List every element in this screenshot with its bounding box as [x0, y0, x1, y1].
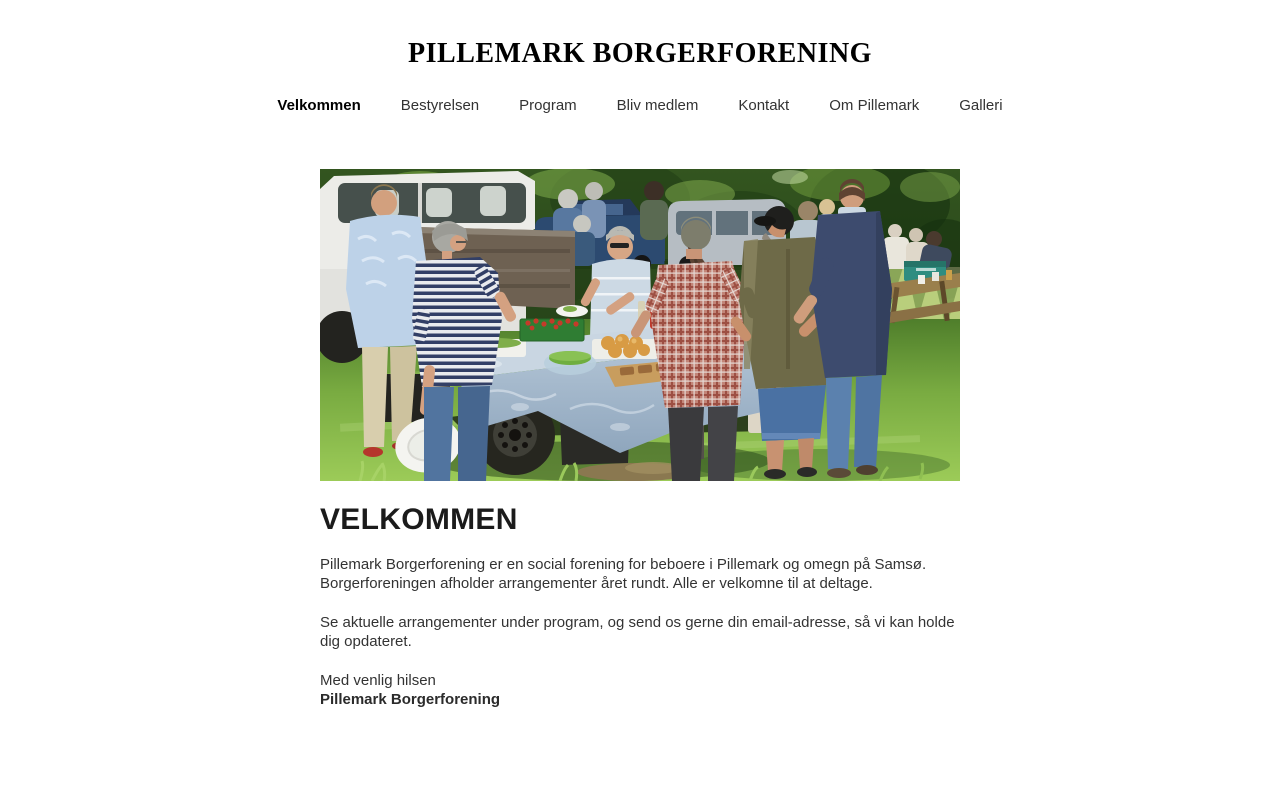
page-heading: VELKOMMEN	[320, 503, 518, 536]
nav-item-program[interactable]: Program	[519, 97, 577, 114]
signoff-text: Med venlig hilsen	[320, 672, 436, 689]
signoff-paragraph	[320, 671, 960, 709]
site-title: PILLEMARK BORGERFORENING	[408, 38, 872, 69]
nav-item-velkommen[interactable]: Velkommen	[277, 97, 361, 114]
nav-item-galleri[interactable]: Galleri	[959, 97, 1003, 114]
signature-text: Pillemark Borgerforening	[320, 691, 501, 708]
hero-photo-illustration	[320, 169, 960, 481]
hero-photo	[320, 169, 960, 481]
nav-item-bestyrelsen[interactable]: Bestyrelsen	[400, 97, 480, 114]
program-paragraph: Se aktuelle arrangementer under program, og send os gerne din email-adresse, så vi kan holde dig opdateret.	[320, 614, 955, 650]
nav-item-kontakt[interactable]: Kontakt	[738, 97, 790, 114]
main-content	[320, 169, 960, 709]
page	[0, 38, 1280, 709]
nav-item-om-pillemark[interactable]: Om Pillemark	[829, 97, 920, 114]
intro-paragraph: Pillemark Borgerforening er en social forening for beboere i Pillemark og omegn på Samsø. Borgerforeningen afholder arrangementer året rundt. Alle er velkomne til at deltage.	[320, 556, 927, 592]
main-nav	[0, 97, 1280, 114]
nav-item-bliv-medlem[interactable]: Bliv medlem	[616, 97, 699, 114]
